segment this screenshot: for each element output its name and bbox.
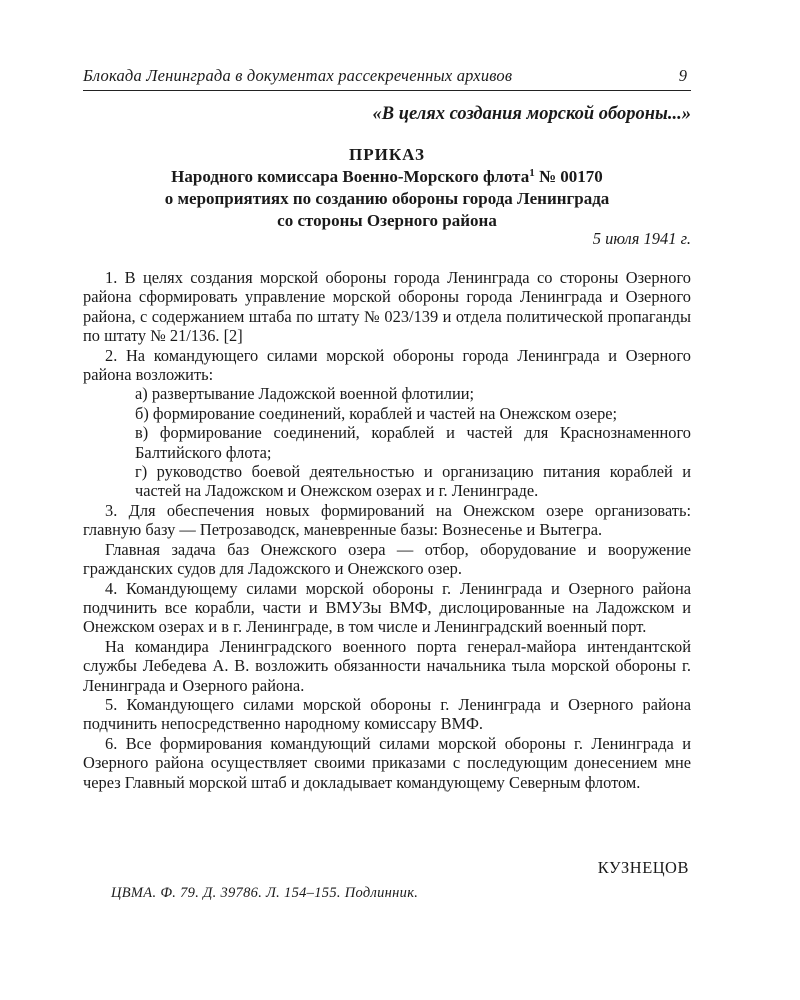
document-title-line-2: о мероприятиях по созданию обороны города Ленинграда: [164, 189, 610, 208]
archive-reference: ЦВМА. Ф. 79. Д. 39786. Л. 154–155. Подлинник.: [111, 885, 419, 901]
footnote-marker: 1: [529, 167, 535, 179]
document-title-issuer: Народного комиссара Военно-Морского флота: [171, 167, 530, 186]
paragraph-3-continuation: Главная задача баз Онежского озера — отбор, оборудование и вооружение гражданских судов для Ладожского и Онежского озер.: [83, 539, 691, 579]
document-number: № 00170: [534, 167, 603, 186]
running-header: [83, 66, 691, 91]
running-header-title: Блокада Ленинграда в документах рассекреченных архивов: [83, 66, 513, 85]
document-type: ПРИКАЗ: [349, 145, 425, 164]
document-title-line-1: [83, 166, 691, 188]
paragraph-6: 6. Все формирования командующий силами морской обороны г. Ленинграда и Озерного района осуществляет своими приказами с последующим донесением мне через Главный морской штаб и докладывает командующему Северным флотом.: [83, 733, 691, 792]
paragraph-1: 1. В целях создания морской обороны города Ленинграда со стороны Озерного района сформировать управление морской обороны города Ленинграда и Озерного района, с содержанием штаба по штату № 023/139 и отдела политической пропаганды по штату № 21/136. [2]: [83, 268, 691, 346]
page-number: 9: [678, 66, 687, 85]
document-title-line-3: со стороны Озерного района: [277, 211, 497, 230]
paragraph-4: 4. Командующему силами морской обороны г. Ленинграда и Озерного района подчинить все корабли, части и ВМУЗы ВМФ, дислоцированные на Ладожском и Онежском озерах и в г. Ленинграде, в том числе и Ленинградский военный порт.: [83, 578, 691, 637]
paragraph-4-continuation: На командира Ленинградского военного порта генерал-майора интендантской службы Лебедева А. В. возложить обязанности начальника тыла морской обороны г. Ленинграда и Озерного района.: [83, 636, 691, 695]
document-body: [83, 268, 691, 792]
paragraph-2-item-c: в) формирование соединений, кораблей и частей для Краснознаменного Балтийского флота;: [135, 423, 691, 462]
document-date: 5 июля 1941 г.: [592, 229, 691, 248]
document-heading: [83, 144, 691, 232]
paragraph-3: 3. Для обеспечения новых формирований на Онежском озере организовать: главную базу — Петрозаводск, маневренные базы: Вознесенье и Вытегра.: [83, 500, 691, 540]
signature: КУЗНЕЦОВ: [597, 858, 689, 877]
section-epigraph: «В целях создания морской обороны...»: [372, 104, 691, 124]
paragraph-2-item-d: г) руководство боевой деятельностью и организацию питания кораблей и частей на Ладожском и Онежском озерах и г. Ленинграде.: [135, 462, 691, 501]
paragraph-5: 5. Командующего силами морской обороны г. Ленинграда и Озерного района подчинить непосредственно народному комиссару ВМФ.: [83, 694, 691, 734]
paragraph-2-item-a: а) развертывание Ладожской военной флотилии;: [135, 384, 475, 404]
paragraph-2-item-b: б) формирование соединений, кораблей и частей на Онежском озере;: [135, 403, 618, 423]
paragraph-2: 2. На командующего силами морской обороны города Ленинграда и Озерного района возложить:: [83, 345, 691, 385]
